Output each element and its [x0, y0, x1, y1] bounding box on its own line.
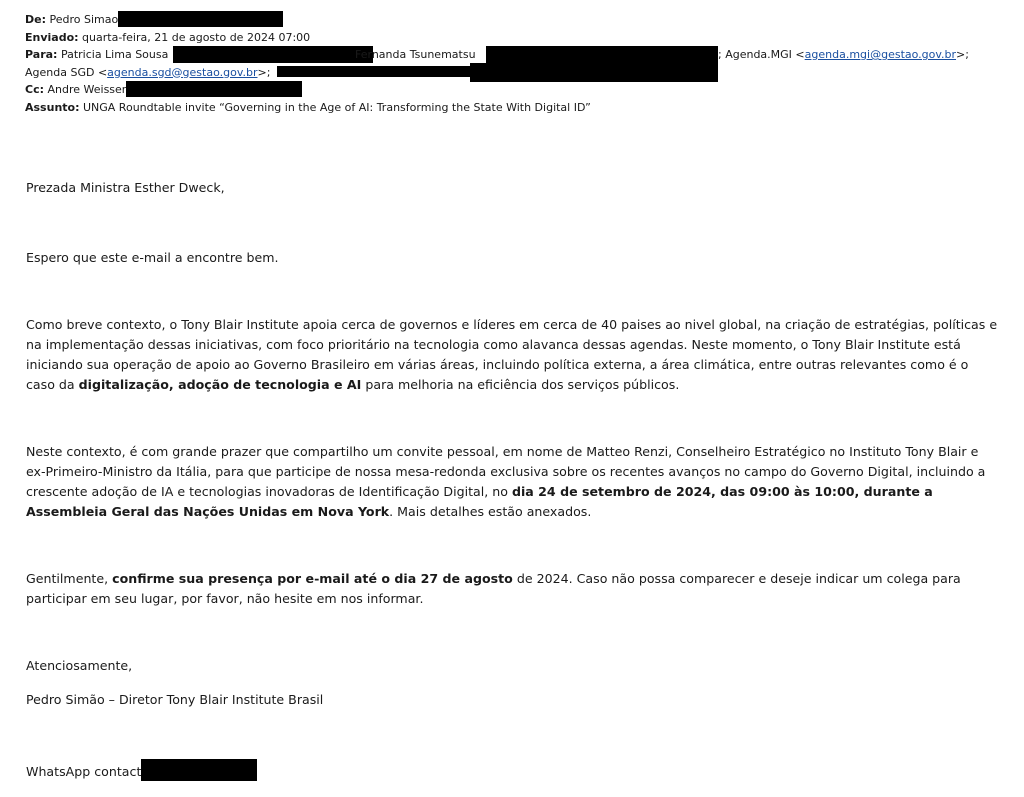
invite-bold: dia 24 de setembro de 2024, das 09:00 às 10:00, durante a Assembleia Geral das Nações Unidas em Nova York — [26, 484, 933, 519]
redacted-block — [470, 63, 718, 82]
to-line — [25, 46, 969, 64]
to-name-1: Patricia Lima Sousa — [60, 48, 169, 61]
to-agenda-mgi — [718, 46, 969, 64]
subject-value: UNGA Roundtable invite “Governing in the Age of AI: Transforming the State With Digital ID” — [82, 100, 591, 114]
sent-value: quarta-feira, 21 de agosto de 2024 07:00 — [82, 30, 311, 44]
to-agenda-sgd — [25, 66, 270, 79]
from-label: De: — [25, 13, 46, 26]
redacted-block — [277, 66, 470, 77]
to-name-2: Fernanda Tsunematsu — [355, 48, 476, 61]
sent-line — [25, 29, 591, 47]
to-agenda-sgd-suffix: >; — [257, 65, 271, 79]
redacted-block — [141, 759, 257, 781]
agenda-mgi-email-link[interactable]: agenda.mgi@gestao.gov.br — [804, 48, 957, 61]
rsvp-start: Gentilmente, — [26, 571, 113, 586]
rsvp-bold: confirme sua presença por e-mail até o dia 27 de agosto — [112, 571, 513, 586]
invite-end: . Mais detalhes estão anexados. — [389, 504, 592, 519]
context-text: Como breve contexto, o Tony Blair Institute apoia cerca de governos e líderes em cerca de 40 paises ao nivel global, na criação de estratégias, políticas e na implementação dessas iniciativas, com foco prioritário na tecnologia como alavanca dessas agendas. Neste momento, o Tony Blair Institute está iniciando sua operação de apoio ao Governo Brasileiro em várias áreas, incluindo política externa, a área climática, entre outras relevantes como é o caso da — [26, 317, 998, 392]
context-bold: digitalização, adoção de tecnologia e AI — [78, 377, 362, 392]
to-line-continued — [25, 64, 591, 82]
from-name: Pedro Simao — [49, 13, 119, 26]
subject-label: Assunto: — [25, 100, 80, 114]
signature: Pedro Simão – Diretor Tony Blair Institute Brasil — [26, 692, 324, 707]
to-label: Para: — [25, 48, 58, 61]
sent-label: Enviado: — [25, 30, 79, 44]
subject-line — [25, 99, 591, 117]
rsvp-end: de 2024. Caso não possa comparecer e deseje indicar um colega para participar em seu lugar, por favor, não hesite em nos informar. — [26, 571, 961, 606]
to-agenda-mgi-suffix: >; — [956, 48, 969, 61]
invite-text: Neste contexto, é com grande prazer que compartilho um convite pessoal, em nome de Matteo Renzi, Conselheiro Estratégico no Instituto Tony Blair e ex-Primeiro-Ministro da Itália, para que participe de nossa mesa-redonda exclusiva sobre os recentes avanços no campo do Governo Digital, incluindo a crescente adoção de IA e tecnologias inovadoras de Identificação Digital, no — [26, 444, 986, 499]
agenda-sgd-email-link[interactable]: agenda.sgd@gestao.gov.br — [107, 65, 258, 79]
to-agenda-sgd-prefix: Agenda SGD < — [25, 65, 108, 79]
email-header — [25, 11, 969, 116]
to-agenda-mgi-prefix: ; Agenda.MGI < — [718, 48, 805, 61]
from-line — [25, 11, 591, 29]
invite-paragraph — [26, 442, 1001, 522]
cc-name: Andre Weisser — [47, 83, 127, 96]
redacted-block — [118, 11, 283, 27]
whatsapp-label: WhatsApp contact — [26, 764, 142, 779]
redacted-block — [126, 81, 302, 97]
redacted-block — [173, 46, 373, 63]
whatsapp-line — [26, 759, 1001, 782]
cc-line — [25, 81, 591, 99]
closing: Atenciosamente, — [26, 658, 133, 673]
greeting: Prezada Ministra Esther Dweck, — [26, 180, 225, 195]
rsvp-paragraph — [26, 569, 1001, 609]
cc-label: Cc: — [25, 83, 44, 96]
opening-line: Espero que este e-mail a encontre bem. — [26, 250, 279, 265]
context-paragraph — [26, 315, 1001, 395]
context-end: para melhoria na eficiência dos serviços públicos. — [361, 377, 680, 392]
redacted-block — [486, 46, 718, 63]
